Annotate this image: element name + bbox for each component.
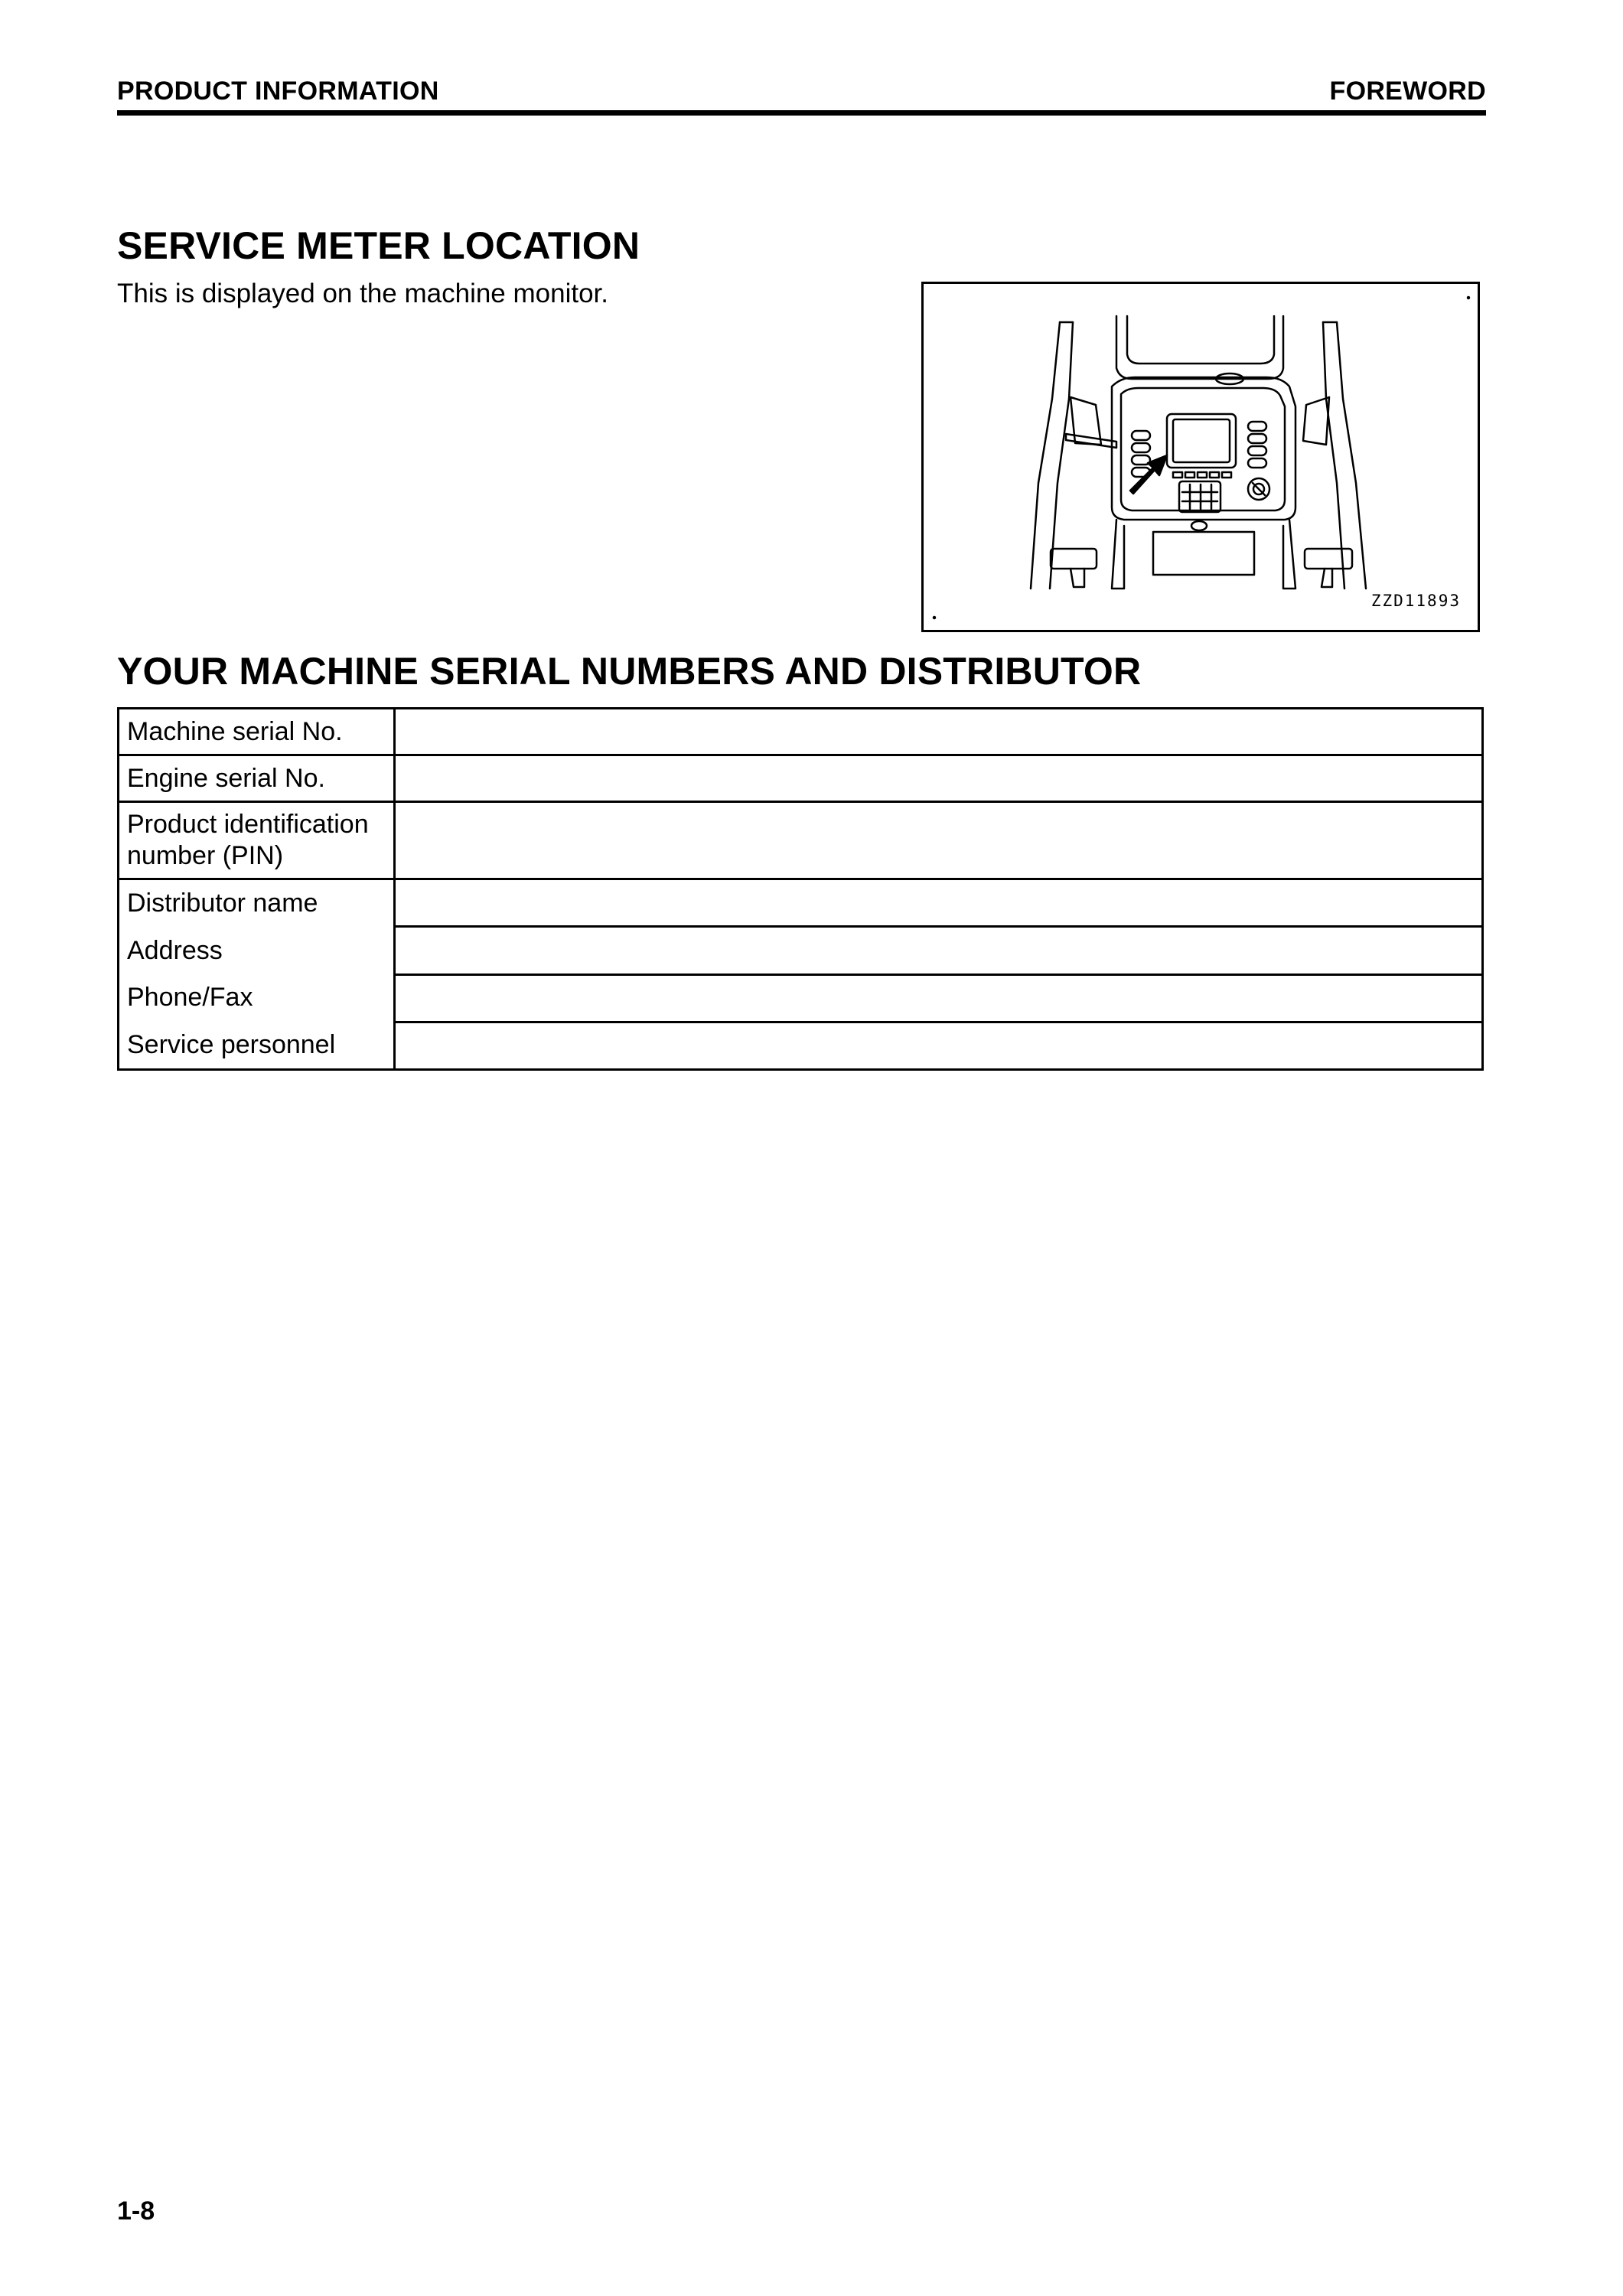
machine-monitor-illustration-icon (924, 284, 1478, 630)
serial-numbers-title: YOUR MACHINE SERIAL NUMBERS AND DISTRIBUTOR (117, 650, 1142, 693)
service-meter-title: SERVICE METER LOCATION (117, 224, 640, 267)
serial-numbers-table (117, 707, 1484, 1071)
engine-serial-field[interactable] (395, 755, 1483, 802)
pin-label: Product identification number (PIN) (119, 802, 395, 879)
figure-code: ZZD11893 (1370, 592, 1461, 610)
table-row (119, 755, 1483, 802)
phone-fax-label: Phone/Fax (127, 983, 253, 1012)
phone-fax-field[interactable] (395, 974, 1483, 1022)
service-personnel-field[interactable] (395, 1022, 1483, 1069)
header-section-label: PRODUCT INFORMATION (117, 77, 439, 106)
machine-monitor-figure (921, 282, 1480, 632)
header-chapter-label: FOREWORD (1329, 77, 1486, 106)
service-meter-description: This is displayed on the machine monitor. (117, 279, 608, 308)
table-row (119, 879, 1483, 927)
pin-field[interactable] (395, 802, 1483, 879)
service-personnel-label: Service personnel (127, 1029, 336, 1059)
page-number: 1-8 (117, 2197, 155, 2226)
address-label: Address (127, 935, 223, 965)
address-field[interactable] (395, 927, 1483, 974)
running-header (117, 75, 1486, 116)
table-row (119, 709, 1483, 755)
distributor-name-label: Distributor name (127, 889, 318, 918)
table-row (119, 802, 1483, 879)
machine-serial-field[interactable] (395, 709, 1483, 755)
machine-serial-label: Machine serial No. (119, 709, 395, 755)
distributor-labels (119, 879, 395, 1070)
distributor-name-field[interactable] (395, 879, 1483, 927)
engine-serial-label: Engine serial No. (119, 755, 395, 802)
